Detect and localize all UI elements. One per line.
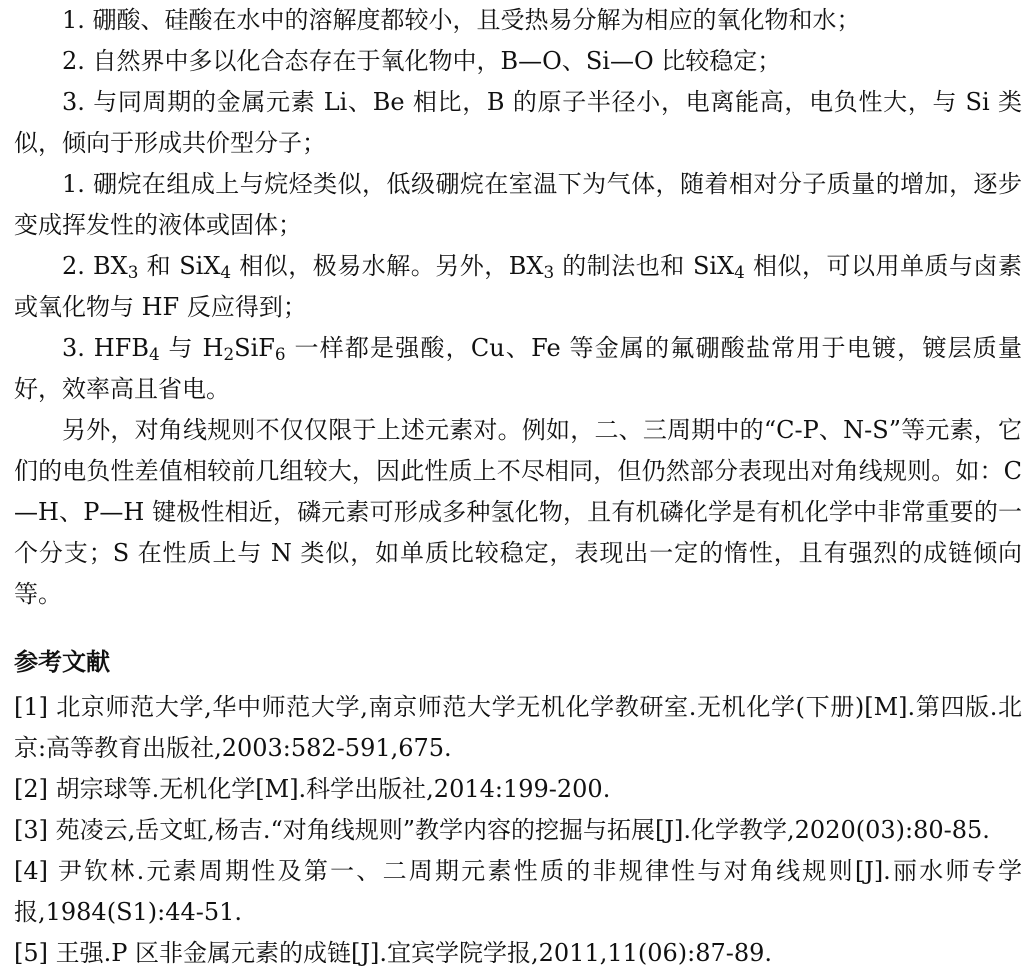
paragraph-6-text-1: 3. HFB [62, 334, 149, 362]
subscript: 3 [127, 262, 139, 283]
reference-3: [3] 苑凌云,岳文虹,杨吉.“对角线规则”教学内容的挖掘与拓展[J].化学教学,2020(03):80-85. [14, 816, 990, 844]
paragraph-5-text-1: 2. BX [62, 252, 128, 280]
paragraph-3: 3. 与同周期的金属元素 Li、Be 相比，B 的原子半径小，电离能高，电负性大，与 Si 类似，倾向于形成共价型分子； [14, 88, 1022, 157]
subscript: 4 [220, 262, 232, 283]
reference-2: [2] 胡宗球等.无机化学[M].科学出版社,2014:199-200. [14, 775, 611, 803]
paragraph-6-text-3: SiF [234, 334, 275, 362]
subscript: 4 [734, 262, 745, 283]
reference-1: [1] 北京师范大学,华中师范大学,南京师范大学无机化学教研室.无机化学(下册)[M].第四版.北京:高等教育出版社,2003:582-591,675. [14, 693, 1022, 762]
paragraph-4: 1. 硼烷在组成上与烷烃类似，低级硼烷在室温下为气体，随着相对分子质量的增加，逐步变成挥发性的液体或固体； [14, 170, 1022, 239]
reference-4: [4] 尹钦林.元素周期性及第一、二周期元素性质的非规律性与对角线规则[J].丽水师专学报,1984(S1):44-51. [14, 857, 1022, 926]
paragraph-5-text-5: 相似，可以用单质与卤素或氧化物与 HF 反应得到； [14, 252, 1022, 321]
subscript: 2 [223, 344, 235, 365]
paragraph-7: 另外，对角线规则不仅仅限于上述元素对。例如，二、三周期中的“C-P、N-S”等元素，它们的电负性差值相较前几组较大，因此性质上不尽相同，但仍然部分表现出对角线规则。如：C—H、P—H 键极性相近，磷元素可形成多种氢化物，且有机磷化学是有机化学中非常重要的一个分支；S 在性质上与 N 类似，如单质比较稳定，表现出一定的惰性，且有强烈的成链倾向等。 [14, 416, 1022, 608]
paragraph-5 [14, 246, 1022, 328]
document-page [14, 0, 1022, 974]
subscript: 3 [543, 262, 555, 283]
paragraph-5-text-3: 相似，极易水解。另外，BX [231, 252, 544, 280]
reference-5: [5] 王强.P 区非金属元素的成链[J].宜宾学院学报,2011,11(06):87-89. [14, 939, 773, 967]
paragraph-1: 1. 硼酸、硅酸在水中的溶解度都较小，且受热易分解为相应的氧化物和水； [62, 6, 861, 34]
paragraph-5-text-4: 的制法也和 SiX [554, 252, 735, 280]
paragraph-6-text-4: 一样都是强酸，Cu、Fe 等金属的氟硼酸盐常用于电镀，镀层质量好，效率高且省电。 [14, 334, 1022, 403]
paragraph-6-text-2: 与 H [159, 334, 224, 362]
paragraph-2: 2. 自然界中多以化合态存在于氧化物中，B—O、Si—O 比较稳定； [62, 47, 782, 75]
references-heading: 参考文献 [14, 647, 110, 676]
subscript: 6 [274, 344, 286, 365]
subscript: 4 [148, 344, 160, 365]
paragraph-5-text-2: 和 SiX [138, 252, 221, 280]
paragraph-6 [14, 328, 1022, 410]
